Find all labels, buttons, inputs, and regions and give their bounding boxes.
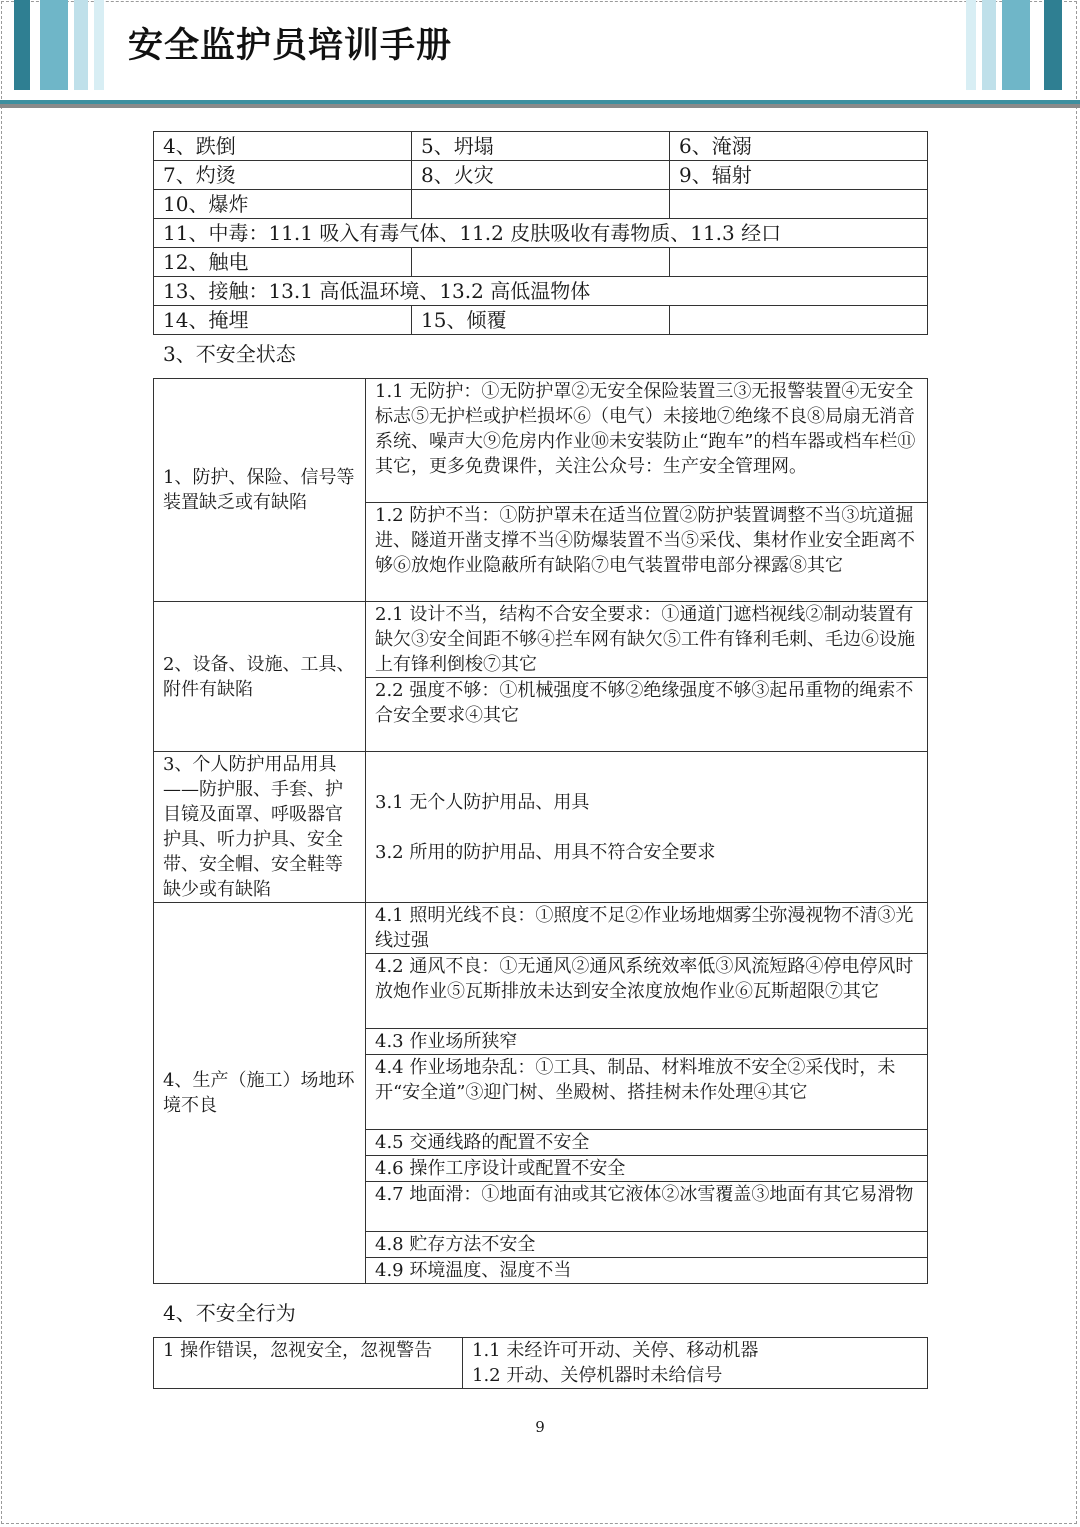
section-title: 4、不安全行为 bbox=[163, 1301, 296, 1325]
table-cell bbox=[412, 248, 670, 277]
list-item: 1.1 未经许可开动、关停、移动机器 bbox=[472, 1340, 759, 1361]
table-row bbox=[154, 752, 928, 903]
table-cell: 4.4 作业场地杂乱：①工具、制品、材料堆放不安全②采伐时，未开“安全道”③迎门树、坐殿树、搭挂树未作处理④其它 bbox=[366, 1055, 928, 1130]
table-cell bbox=[463, 1338, 928, 1389]
table-cell: 4.3 作业场所狭窄 bbox=[366, 1029, 928, 1055]
table-cell: 13、接触：13.1 高低温环境、13.2 高低温物体 bbox=[154, 277, 928, 306]
list-item: 1.2 开动、关停机器时未给信号 bbox=[472, 1365, 723, 1386]
hazard-table bbox=[153, 131, 928, 335]
category-label: 1 操作错误，忽视安全，忽视警告 bbox=[154, 1338, 463, 1389]
section-title: 3、不安全状态 bbox=[163, 342, 296, 366]
table-row bbox=[154, 1338, 928, 1389]
table-cell: 8、火灾 bbox=[412, 161, 670, 190]
list-item: 3.1 无个人防护用品、用具 bbox=[375, 791, 590, 813]
table-cell bbox=[670, 248, 928, 277]
table-cell: 4、跌倒 bbox=[154, 132, 412, 161]
table-cell: 1.2 防护不当：①防护罩未在适当位置②防护装置调整不当③坑道掘进、隧道开凿支撑不当④防爆装置不当⑤采伐、集材作业安全距离不够⑥放炮作业隐蔽所有缺陷⑦电气装置带电部分裸露⑧其它 bbox=[366, 503, 928, 602]
table-cell bbox=[366, 752, 928, 903]
table-row bbox=[154, 161, 928, 190]
table-cell: 14、掩埋 bbox=[154, 306, 412, 335]
table-row bbox=[154, 219, 928, 248]
table-cell: 1.1 无防护：①无防护罩②无安全保险装置三③无报警装置④无安全标志⑤无护栏或护栏损坏⑥（电气）未接地⑦绝缘不良⑧局扇无消音系统、噪声大⑨危房内作业⑩未安装防止“跑车”的档车器或档车栏⑪其它，更多免费课件，关注公众号：生产安全管理网。 bbox=[366, 379, 928, 503]
table-row bbox=[154, 903, 928, 954]
page-header bbox=[0, 0, 1080, 108]
header-bar-decoration bbox=[14, 0, 30, 90]
table-cell: 4.8 贮存方法不安全 bbox=[366, 1232, 928, 1258]
table-row bbox=[154, 602, 928, 678]
page-number: 9 bbox=[535, 1418, 545, 1436]
header-bar-decoration bbox=[966, 0, 976, 90]
table-cell: 5、坍塌 bbox=[412, 132, 670, 161]
table-cell: 7、灼烫 bbox=[154, 161, 412, 190]
table-row bbox=[154, 277, 928, 306]
table-row bbox=[154, 132, 928, 161]
header-bar-decoration bbox=[982, 0, 996, 90]
table-cell: 4.7 地面滑：①地面有油或其它液体②冰雪覆盖③地面有其它易滑物 bbox=[366, 1182, 928, 1232]
table-cell: 4.2 通风不良：①无通风②通风系统效率低③风流短路④停电停风时放炮作业⑤瓦斯排放未达到安全浓度放炮作业⑥瓦斯超限⑦其它 bbox=[366, 954, 928, 1029]
table-row bbox=[154, 248, 928, 277]
unsafe-state-table bbox=[153, 378, 928, 1284]
table-row bbox=[154, 190, 928, 219]
table-cell bbox=[412, 190, 670, 219]
table-cell: 6、淹溺 bbox=[670, 132, 928, 161]
page-title: 安全监护员培训手册 bbox=[128, 26, 453, 66]
category-label: 1、防护、保险、信号等装置缺乏或有缺陷 bbox=[154, 379, 366, 602]
header-bar-decoration bbox=[1002, 0, 1030, 90]
table-cell: 4.9 环境温度、湿度不当 bbox=[366, 1258, 928, 1284]
table-row bbox=[154, 306, 928, 335]
table-cell: 4.5 交通线路的配置不安全 bbox=[366, 1130, 928, 1156]
category-label: 3、个人防护用品用具——防护服、手套、护目镜及面罩、呼吸器官护具、听力护具、安全带、安全帽、安全鞋等缺少或有缺陷 bbox=[154, 752, 366, 903]
table-cell: 4.1 照明光线不良：①照度不足②作业场地烟雾尘弥漫视物不清③光线过强 bbox=[366, 903, 928, 954]
table-cell: 4.6 操作工序设计或配置不安全 bbox=[366, 1156, 928, 1182]
table-cell: 2.2 强度不够：①机械强度不够②绝缘强度不够③起吊重物的绳索不合安全要求④其它 bbox=[366, 678, 928, 752]
list-item: 3.2 所用的防护用品、用具不符合安全要求 bbox=[375, 841, 716, 863]
category-label: 4、生产（施工）场地环境不良 bbox=[154, 903, 366, 1284]
table-row bbox=[154, 379, 928, 503]
table-cell: 9、辐射 bbox=[670, 161, 928, 190]
table-cell: 12、触电 bbox=[154, 248, 412, 277]
header-rule-shadow bbox=[0, 104, 1080, 108]
table-cell bbox=[670, 190, 928, 219]
table-cell: 2.1 设计不当，结构不合安全要求：①通道门遮档视线②制动装置有缺欠③安全间距不够④拦车网有缺欠⑤工件有锋利毛刺、毛边⑥设施上有锋利倒梭⑦其它 bbox=[366, 602, 928, 678]
header-bar-decoration bbox=[1044, 0, 1062, 90]
header-bar-decoration bbox=[40, 0, 68, 90]
category-label: 2、设备、设施、工具、附件有缺陷 bbox=[154, 602, 366, 752]
table-cell: 10、爆炸 bbox=[154, 190, 412, 219]
header-bar-decoration bbox=[94, 0, 104, 90]
header-bar-decoration bbox=[74, 0, 88, 90]
table-cell: 11、中毒：11.1 吸入有毒气体、11.2 皮肤吸收有毒物质、11.3 经口 bbox=[154, 219, 928, 248]
unsafe-behavior-table bbox=[153, 1337, 928, 1389]
table-cell bbox=[670, 306, 928, 335]
table-cell: 15、倾覆 bbox=[412, 306, 670, 335]
